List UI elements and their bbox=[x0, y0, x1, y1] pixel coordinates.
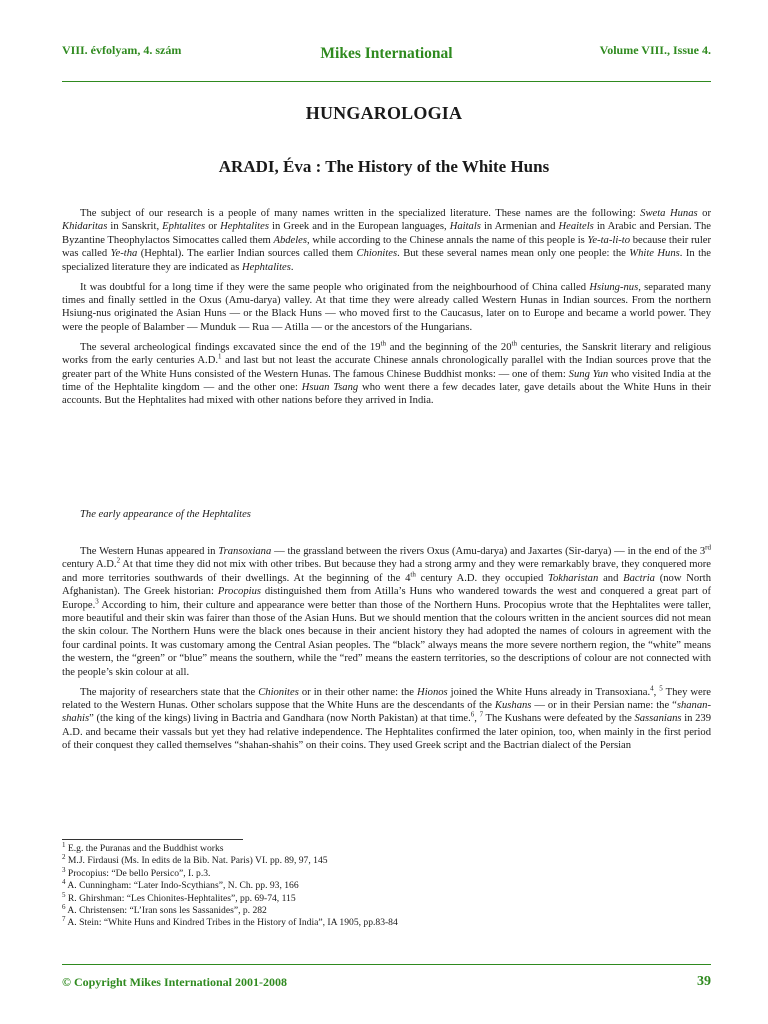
copyright-notice: © Copyright Mikes International 2001-2008 bbox=[62, 975, 287, 989]
footnote-ref[interactable]: 7 bbox=[479, 710, 484, 719]
section-title: HUNGAROLOGIA bbox=[305, 103, 463, 123]
footnote-ref[interactable]: 1 bbox=[218, 352, 222, 361]
footnote: $^3$ Procopius: “De bello Persico”, I. p.3. bbox=[62, 865, 211, 879]
section2-body bbox=[62, 545, 711, 759]
header-issue-en: Volume VIII., Issue 4. bbox=[599, 43, 711, 57]
footnote-ref[interactable]: 6 bbox=[470, 710, 475, 719]
footnote: $^2$ M.J. Firdausi (Ms. In edits de la Bib. Nat. Paris) VI. pp. 89, 97, 145 bbox=[62, 853, 328, 867]
paragraph: The majority of researchers state that the Chionites or in their other name: the Hionos joined the White Huns already in Transoxiana.$^4$, $^5$ They were related to the Western Hunas. Other scholars suppose that the White Huns are the descendants of the Kushans — or in their Persian name: the “shanan-shahis” (the king of the kings) living in Bactria and Gandhara (now North Pakistan) at that time.$^6$, $^7$ The Kushans were defeated by the Sassanians in 239 A.D. and became their vassals but yet they had relative independence. The Hephtalites confirmed the later opinion, too, when mainly in the first period of their conquest they called themselves “shahan-shahis” on their coins. They used Greek script and the Bactrian dialect of the Persian bbox=[62, 684, 711, 752]
footnote-ref[interactable]: 2 bbox=[116, 556, 121, 565]
paragraph: The several archeological findings excavated since the end of the 19th and the beginning of the 20th centuries, the Sanskrit literary and religious works from the early centuries A.D.$^1$ and last but not least the accurate Chinese annals chronologically parallel with the Indian sources prove that the greater part of the White Huns consisted of the Western Hunas. The famous Chinese Buddhist monks: — one of them: Sung Yun who visited India at the time of the Hephtalite kingdom — and the other one: Hsuan Tsang who went there a few decades later, gave details about the White Huns in their accounts. But the Hephtalites had mixed with other nations before they arrived in India. bbox=[62, 339, 711, 407]
footnote-ref[interactable]: 4 bbox=[650, 684, 654, 693]
header-divider bbox=[62, 81, 711, 82]
header-issue-hu: VIII. évfolyam, 4. szám bbox=[62, 43, 182, 57]
footnote: $^6$ A. Christensen: “L’Iran sons les Sassanides”, p. 282 bbox=[62, 902, 267, 917]
article-title: ARADI, Éva : The History of the White Huns bbox=[218, 157, 550, 176]
footnote: $^4$ A. Cunningham: “Later Indo-Scythians”, N. Ch. pp. 93, 166 bbox=[62, 878, 299, 892]
paragraph: It was doubtful for a long time if they were the same people who originated from the neighbourhood of China called Hsiung-nus, separated many times and finally settled in the Oxus (Amu-darya) valley. At that time they were already called Western Hunas in Indian sources. From the northern Hsiung-nus originated the Asian Huns — or the Black Huns — who moved first to the Caucasus, later on to Europe and became a world power. They were the people of Balamber — Munduk — Rua — Atilla — or the ancestors of the Hungarians. bbox=[62, 281, 711, 333]
footnote: $^1$ E.g. the Puranas and the Buddhist works bbox=[62, 840, 224, 854]
footnote-divider bbox=[62, 839, 243, 840]
footer-divider bbox=[62, 964, 711, 965]
intro-body bbox=[62, 207, 711, 414]
paragraph: The subject of our research is a people of many names written in the specialized literature. These names are the following: Sweta Hunas or Khidaritas in Sanskrit, Ephtalites or Hephtalites in Greek and in the European languages, Haitals in Armenian and Heaitels in Arabic and Persian. The Byzantine Theophylactos Simocattes called them Abdeles, while according to the Chinese annals the name of this people is Ye-ta-li-to because their ruler was called Ye-tha (Hephtal). The earlier Indian sources called them Chionites. But these several names mean only one people: the White Huns. In the specialized literature they are indicated as Hephtalites. bbox=[62, 208, 712, 273]
page-number: 39 bbox=[697, 974, 711, 989]
footnote: $^7$ A. Stein: “White Huns and Kindred Tribes in the History of India”, IA 1905, pp.83-84 bbox=[62, 915, 398, 929]
footnote-ref[interactable]: 5 bbox=[659, 684, 663, 693]
running-footer bbox=[62, 972, 711, 996]
paragraph: The Western Hunas appeared in Transoxiana — the grassland between the rivers Oxus (Amu-darya) and Jaxartes (Sir-darya) — in the end of the 3rd century A.D.$^2$ At that time they did not mix with other tribes. But because they had a strong army and they were remarkably brave, they conquered more and more territories southwards of their dwellings. At the beginning of the 4th century A.D. they occupied Tokharistan and Bactria (now North Afghanistan). The Greek historian: Procopius distinguished them from Atilla’s Huns who wandered towards the west and conquered a great part of Europe.$^3$ According to him, their culture and appearance were better than those of the Northern Huns. Procopius wrote that the Hephtalites were taller, more beautiful and their skin was fairer than those of the Asian Huns. But we should mention that the colours written in the ancient sources did not mean the skin colour. The Northern Huns were the black ones because in their ancient history they had adopted the names of colours in agreement with the four cardinal points. It was customary among the Central Asian peoples. The “black” always means the more severe northern region, the “white” means the western, the “green” or “blue” means the southern, while the “red” means the eastern territories, so the descriptions of colour are not connected with the people’s skin colour at all. bbox=[62, 543, 712, 678]
footnote-ref[interactable]: 3 bbox=[95, 597, 99, 606]
running-header bbox=[62, 40, 711, 76]
footnote: $^5$ R. Ghirshman: “Les Chionites-Hephtalites”, pp. 69-74, 115 bbox=[62, 890, 296, 904]
subheading: The early appearance of the Hephtalites bbox=[80, 509, 251, 520]
footnotes bbox=[62, 840, 711, 930]
header-journal-title: Mikes International bbox=[320, 45, 453, 62]
